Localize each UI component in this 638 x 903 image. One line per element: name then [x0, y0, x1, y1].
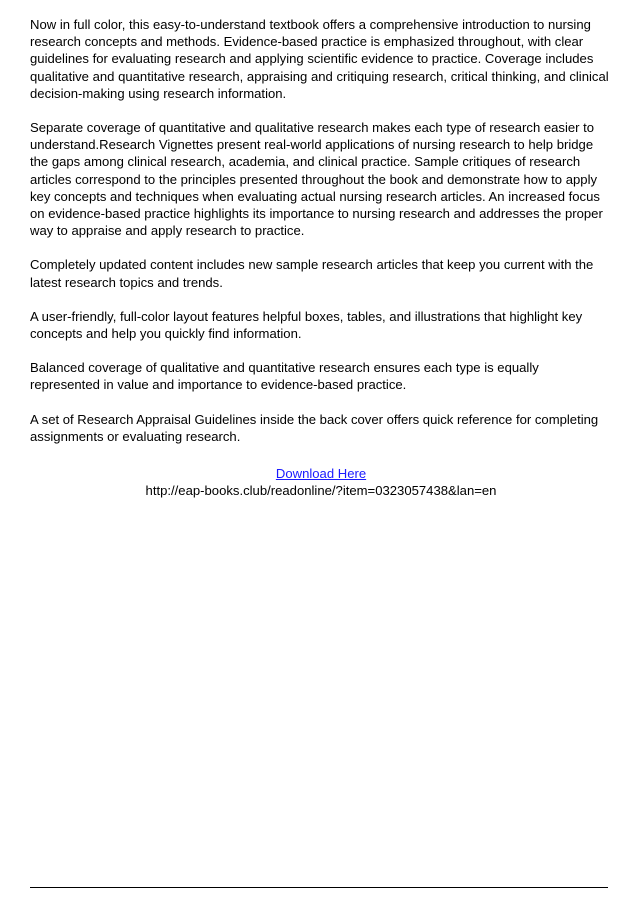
paragraph-balanced-coverage: Balanced coverage of qualitative and quantitative research ensures each type is equally represented in value and importance to evidence-based practice. — [30, 360, 539, 393]
paragraph-updated-content: Completely updated content includes new sample research articles that keep you current with the latest research topics and trends. — [30, 257, 594, 290]
download-link[interactable]: Download Here — [275, 466, 367, 482]
paragraph-layout: A user-friendly, full-color layout features helpful boxes, tables, and illustrations that highlight key concepts and help you quickly find information. — [30, 308, 583, 342]
download-url: http://eap-books.club/readonline/?item=0323057438&lan=en — [145, 483, 497, 499]
paragraph-appraisal-guidelines: A set of Research Appraisal Guidelines inside the back cover offers quick reference for completing assignments or evaluating research. — [30, 411, 599, 444]
download-section — [30, 465, 612, 499]
paragraph-separate-coverage: Separate coverage of quantitative and qualitative research makes each type of research easier to understand.Research Vignettes present real-world applications of nursing research to help bridge the gaps among clinical research, academia, and clinical practice. Sample critiques of research articles correspond to the principles presented throughout the book and demonstrate how to apply key concepts and techniques when evaluating actual nursing research articles. An increased focus on evidence-based practice highlights its importance to nursing research and addresses the proper way to appraise and apply research to practice. — [30, 120, 603, 239]
footer-divider — [30, 887, 608, 888]
paragraph-intro: Now in full color, this easy-to-understand textbook offers a comprehensive introduction to nursing research concepts and methods. Evidence-based practice is emphasized throughout, with clear guidelines for evaluating research and applying scientific evidence to practice. Coverage includes qualitative and quantitative research, appraising and critiquing research, critical thinking, and clinical decision-making using research information. — [30, 17, 609, 101]
document-page — [30, 16, 612, 499]
